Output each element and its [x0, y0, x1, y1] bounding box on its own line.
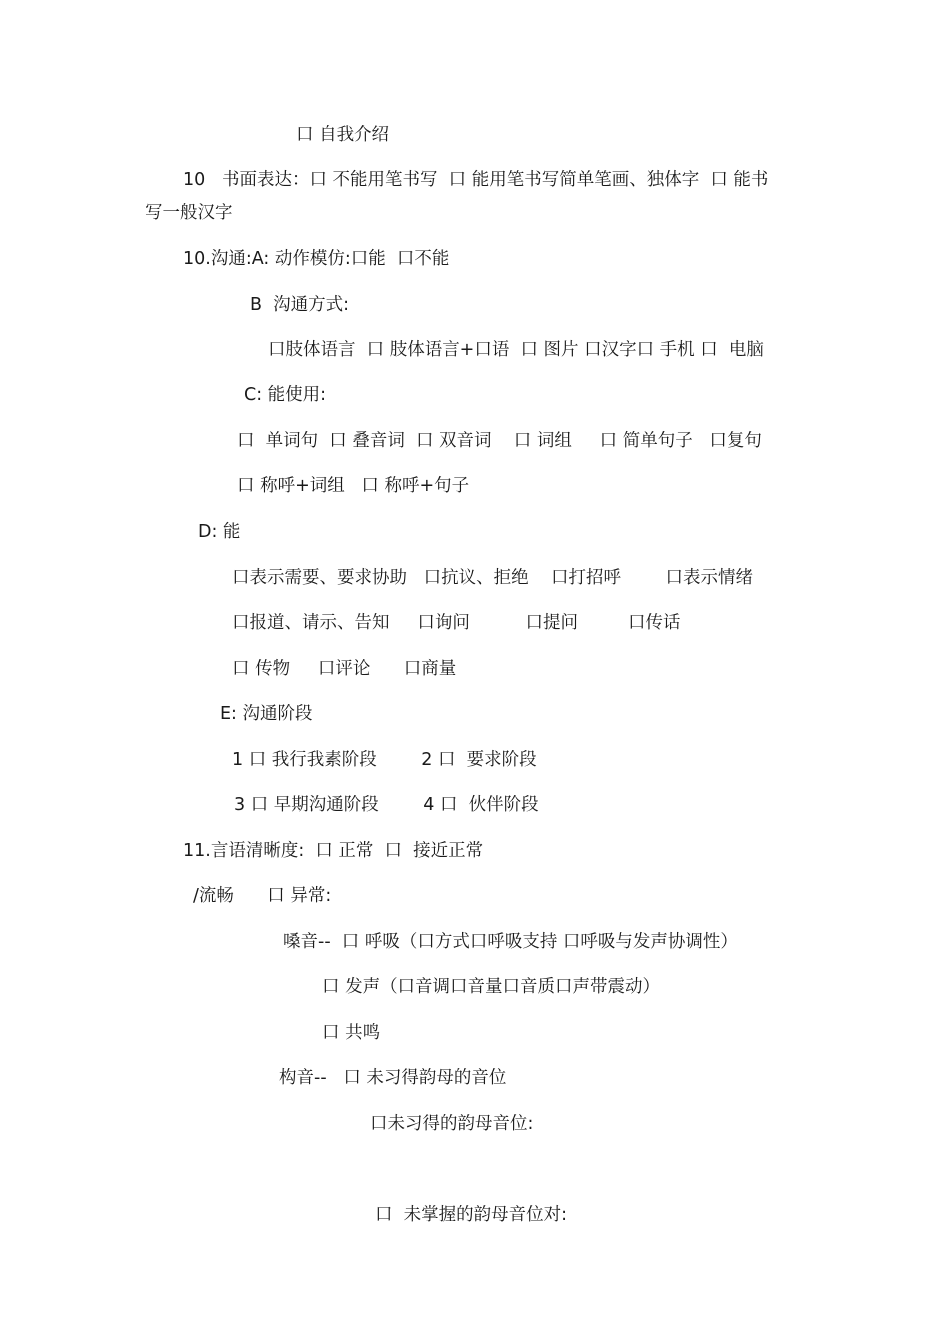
line-address-phrases: 口 称呼+词组 口 称呼+句子: [237, 476, 470, 496]
line-voice-phonation: 口 发声（口音调口音量口音质口声带震动）: [322, 977, 661, 997]
line-fluency: /流畅 口 异常:: [193, 886, 332, 906]
line-communication-stage-label: E: 沟通阶段: [220, 704, 313, 724]
line-word-types: 口 单词句 口 叠音词 口 双音词 口 词组 口 简单句子 口复句: [237, 431, 762, 451]
line-communication-method-label: B 沟通方式:: [250, 295, 350, 315]
line-stages-1-2: 1 口 我行我素阶段 2 口 要求阶段: [232, 750, 537, 770]
line-self-introduction: 口 自我介绍: [296, 125, 390, 145]
line-ability-row-1: 口表示需要、要求协助 口抗议、拒绝 口打招呼 口表示情绪: [232, 568, 753, 588]
line-written-expression-cont: 写一般汉字: [145, 203, 233, 223]
line-unacquired-finals: 口未习得的韵母音位:: [370, 1114, 534, 1134]
line-communication-imitation: 10.沟通:A: 动作模仿:口能 口不能: [183, 249, 450, 269]
line-stages-3-4: 3 口 早期沟通阶段 4 口 伙伴阶段: [234, 795, 539, 815]
line-written-expression: 10 书面表达：口 不能用笔书写 口 能用笔书写简单笔画、独体字 口 能书: [183, 170, 769, 190]
line-ability-label: D: 能: [198, 522, 241, 542]
line-communication-methods: 口肢体语言 口 肢体语言+口语 口 图片 口汉字口 手机 口 电脑: [268, 340, 764, 360]
line-speech-clarity: 11.言语清晰度: 口 正常 口 接近正常: [183, 841, 484, 861]
line-can-use-label: C: 能使用:: [244, 385, 327, 405]
line-unmastered-final-pairs: 口 未掌握的韵母音位对:: [375, 1205, 568, 1225]
line-voice-resonance: 口 共鸣: [322, 1023, 381, 1043]
line-articulation: 构音-- 口 未习得韵母的音位: [279, 1068, 507, 1088]
line-ability-row-3: 口 传物 口评论 口商量: [232, 659, 457, 679]
line-voice-breathing: 嗓音-- 口 呼吸（口方式口呼吸支持 口呼吸与发声协调性）: [283, 932, 738, 952]
line-ability-row-2: 口报道、请示、告知 口询问 口提问 口传话: [232, 613, 681, 633]
